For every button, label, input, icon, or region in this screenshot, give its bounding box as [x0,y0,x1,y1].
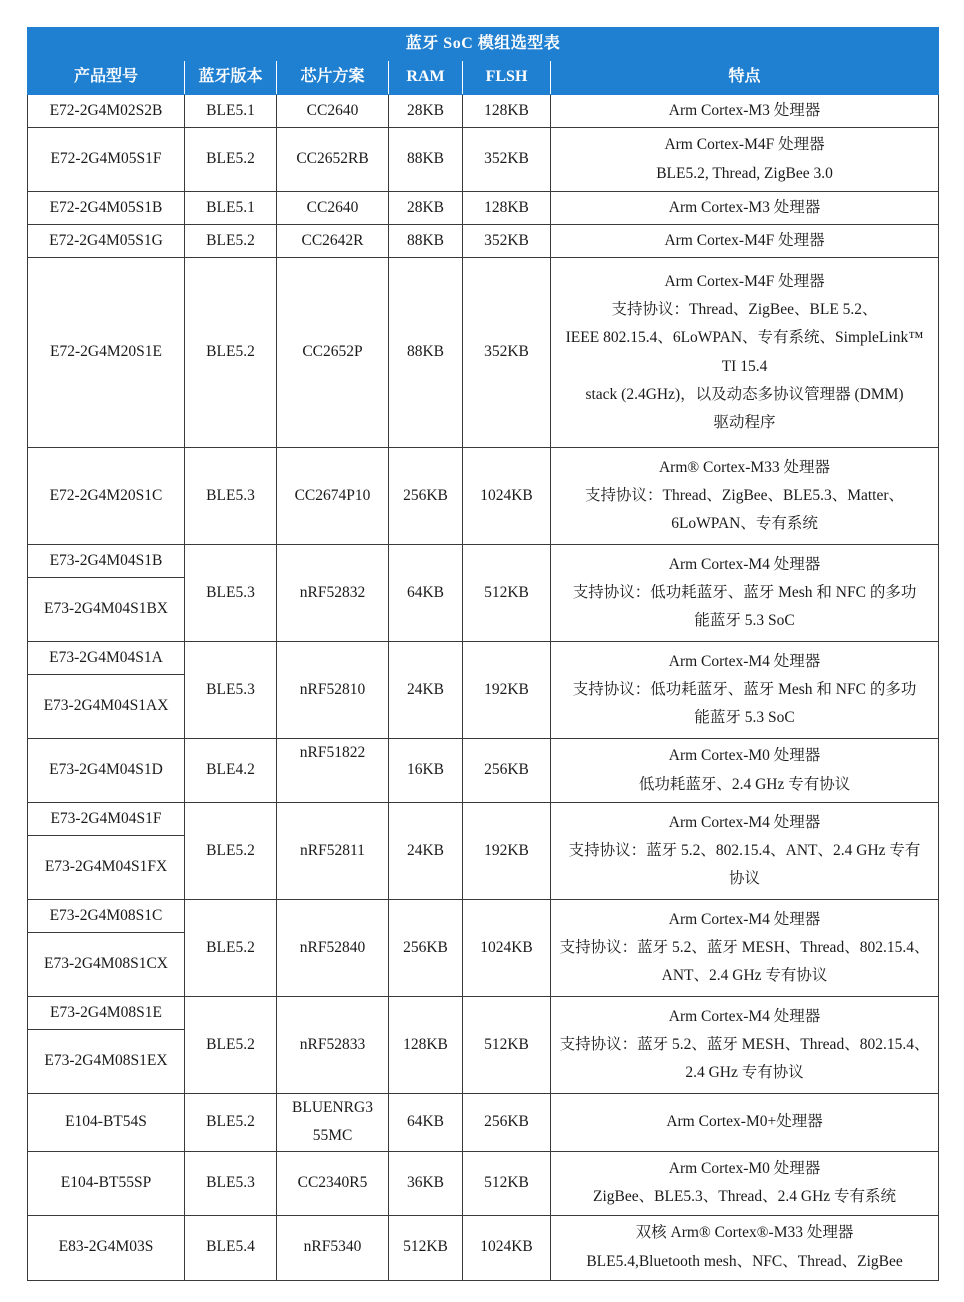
soc-selection-table [27,27,939,1281]
cell-flash: 512KB [463,1151,551,1215]
feature-line: ANT、2.4 GHz 专有协议 [661,967,828,985]
cell-chip: nRF52840 [277,900,389,997]
cell-ram: 64KB [389,1094,463,1152]
header-chip: 芯片方案 [277,61,389,95]
cell-flash: 256KB [463,739,551,803]
cell-ble-version: BLE5.2 [185,225,277,258]
cell-ram: 28KB [389,192,463,225]
cell-features [551,997,939,1094]
cell-features [551,1215,939,1280]
cell-ble-version: BLE5.2 [185,258,277,448]
feature-line: 支持协议：蓝牙 5.2、蓝牙 MESH、Thread、802.15.4、 [559,938,930,956]
cell-chip: CC2642R [277,225,389,258]
cell-chip: CC2640 [277,95,389,128]
cell-chip: BLUENRG3 55MC [277,1094,389,1152]
cell-flash: 256KB [463,1094,551,1152]
cell-chip: nRF52833 [277,997,389,1094]
cell-ble-version: BLE5.2 [185,1094,277,1152]
table-row [28,545,939,578]
feature-line: Arm Cortex-M4 处理器 [668,1007,821,1025]
table-row [28,1151,939,1215]
soc-selection-table-container [27,27,938,1281]
cell-ram: 256KB [389,900,463,997]
feature-line: Arm Cortex-M3 处理器 [668,101,821,119]
cell-flash: 1024KB [463,1215,551,1280]
header-flash: FLSH [463,61,551,95]
cell-features [551,192,939,225]
cell-chip: CC2340R5 [277,1151,389,1215]
cell-ble-version: BLE5.3 [185,545,277,642]
cell-chip: CC2674P10 [277,448,389,545]
cell-chip: CC2652P [277,258,389,448]
cell-ram: 88KB [389,128,463,192]
cell-chip: CC2652RB [277,128,389,192]
cell-ram: 24KB [389,803,463,900]
cell-flash: 192KB [463,803,551,900]
feature-line: Arm Cortex-M3 处理器 [668,198,821,216]
cell-ble-version: BLE5.1 [185,192,277,225]
cell-features [551,803,939,900]
cell-flash: 128KB [463,95,551,128]
table-row [28,803,939,836]
cell-features [551,642,939,739]
feature-line: Arm Cortex-M4 处理器 [668,813,821,831]
table-row [28,642,939,675]
cell-features [551,545,939,642]
cell-chip: nRF5340 [277,1215,389,1280]
cell-model: E73-2G4M04S1FX [28,836,185,900]
feature-line: Arm Cortex-M0 处理器 [668,1159,821,1177]
cell-model: E104-BT54S [28,1094,185,1152]
cell-model: E73-2G4M04S1D [28,739,185,803]
cell-model: E72-2G4M20S1E [28,258,185,448]
feature-line: Arm Cortex-M4 处理器 [668,555,821,573]
cell-ram: 256KB [389,448,463,545]
table-row [28,997,939,1030]
feature-line: 支持协议：蓝牙 5.2、802.15.4、ANT、2.4 GHz 专有 [568,841,921,859]
table-row [28,95,939,128]
feature-line: Arm Cortex-M4F 处理器 [664,231,825,249]
cell-ble-version: BLE5.3 [185,642,277,739]
cell-chip: nRF51822 [277,739,389,803]
feature-line: 2.4 GHz 专有协议 [685,1064,804,1082]
cell-ble-version: BLE5.1 [185,95,277,128]
cell-ble-version: BLE5.3 [185,1151,277,1215]
cell-features [551,225,939,258]
cell-features [551,1094,939,1152]
cell-chip: nRF52811 [277,803,389,900]
cell-model: E73-2G4M04S1A [28,642,185,675]
feature-line: 支持协议：蓝牙 5.2、蓝牙 MESH、Thread、802.15.4、 [559,1035,930,1053]
cell-ram: 88KB [389,258,463,448]
table-row [28,448,939,545]
cell-ram: 16KB [389,739,463,803]
table-row [28,1094,939,1152]
cell-ram: 128KB [389,997,463,1094]
cell-model: E73-2G4M08S1EX [28,1030,185,1094]
cell-ram: 28KB [389,95,463,128]
cell-flash: 1024KB [463,448,551,545]
cell-model: E73-2G4M04S1F [28,803,185,836]
cell-flash: 128KB [463,192,551,225]
table-row [28,258,939,448]
cell-model: E73-2G4M08S1C [28,900,185,933]
cell-ram: 24KB [389,642,463,739]
feature-line: 支持协议：低功耗蓝牙、蓝牙 Mesh 和 NFC 的多功 [572,680,917,698]
feature-line: 支持协议：低功耗蓝牙、蓝牙 Mesh 和 NFC 的多功 [572,583,917,601]
cell-model: E83-2G4M03S [28,1215,185,1280]
cell-flash: 352KB [463,128,551,192]
feature-line: BLE5.4,Bluetooth mesh、NFC、Thread、ZigBee [586,1252,903,1270]
cell-model: E73-2G4M08S1CX [28,933,185,997]
cell-features [551,739,939,803]
cell-ble-version: BLE5.2 [185,803,277,900]
table-body [28,95,939,1281]
cell-features [551,128,939,192]
cell-features [551,1151,939,1215]
cell-ble-version: BLE5.2 [185,900,277,997]
cell-ble-version: BLE5.4 [185,1215,277,1280]
feature-line: Arm Cortex-M4 处理器 [668,910,821,928]
cell-flash: 352KB [463,258,551,448]
table-title: 蓝牙 SoC 模组选型表 [28,28,939,61]
feature-line: 支持协议：Thread、ZigBee、BLE 5.2、 [611,300,878,318]
feature-line: IEEE 802.15.4、6LoWPAN、专有系统、SimpleLink™ [565,329,924,347]
table-row [28,128,939,192]
table-row [28,739,939,803]
feature-line: 驱动程序 [713,414,776,432]
cell-ble-version: BLE4.2 [185,739,277,803]
feature-line: 支持协议：Thread、ZigBee、BLE5.3、Matter、 [585,486,905,504]
cell-features [551,900,939,997]
cell-features [551,258,939,448]
feature-line: 能蓝牙 5.3 SoC [694,709,795,727]
cell-ram: 512KB [389,1215,463,1280]
header-model: 产品型号 [28,61,185,95]
cell-model: E72-2G4M02S2B [28,95,185,128]
feature-line: Arm Cortex-M4F 处理器 [664,272,825,290]
cell-chip: nRF52810 [277,642,389,739]
table-row [28,225,939,258]
cell-model: E72-2G4M05S1B [28,192,185,225]
cell-flash: 512KB [463,997,551,1094]
cell-chip: nRF52832 [277,545,389,642]
header-features: 特点 [551,61,939,95]
feature-line: TI 15.4 [721,357,768,375]
cell-features [551,95,939,128]
cell-features [551,448,939,545]
cell-model: E73-2G4M04S1AX [28,675,185,739]
cell-flash: 352KB [463,225,551,258]
header-ble-version: 蓝牙版本 [185,61,277,95]
feature-line: 低功耗蓝牙、2.4 GHz 专有协议 [638,775,851,793]
cell-flash: 192KB [463,642,551,739]
table-row [28,900,939,933]
cell-ble-version: BLE5.3 [185,448,277,545]
cell-flash: 512KB [463,545,551,642]
cell-chip: CC2640 [277,192,389,225]
feature-line: Arm Cortex-M0+处理器 [666,1113,823,1131]
feature-line: 协议 [729,870,761,888]
cell-ram: 88KB [389,225,463,258]
feature-line: 能蓝牙 5.3 SoC [694,612,795,630]
table-row [28,192,939,225]
feature-line: 双核 Arm® Cortex®-M33 处理器 [635,1224,854,1242]
cell-model: E104-BT55SP [28,1151,185,1215]
cell-ram: 64KB [389,545,463,642]
cell-model: E73-2G4M04S1BX [28,578,185,642]
header-ram: RAM [389,61,463,95]
cell-ble-version: BLE5.2 [185,128,277,192]
feature-line: 6LoWPAN、专有系统 [671,515,818,533]
feature-line: Arm Cortex-M0 处理器 [668,747,821,765]
cell-ram: 36KB [389,1151,463,1215]
cell-flash: 1024KB [463,900,551,997]
table-row [28,1215,939,1280]
cell-ble-version: BLE5.2 [185,997,277,1094]
feature-line: Arm Cortex-M4 处理器 [668,652,821,670]
cell-model: E73-2G4M08S1E [28,997,185,1030]
cell-model: E72-2G4M05S1G [28,225,185,258]
feature-line: Arm Cortex-M4F 处理器 [664,136,825,154]
cell-model: E73-2G4M04S1B [28,545,185,578]
feature-line: stack (2.4GHz)，以及动态多协议管理器 (DMM) [585,385,904,403]
feature-line: Arm® Cortex-M33 处理器 [658,458,831,476]
feature-line: BLE5.2, Thread, ZigBee 3.0 [656,164,833,182]
feature-line: ZigBee、BLE5.3、Thread、2.4 GHz 专有系统 [593,1188,897,1206]
cell-model: E72-2G4M20S1C [28,448,185,545]
cell-model: E72-2G4M05S1F [28,128,185,192]
